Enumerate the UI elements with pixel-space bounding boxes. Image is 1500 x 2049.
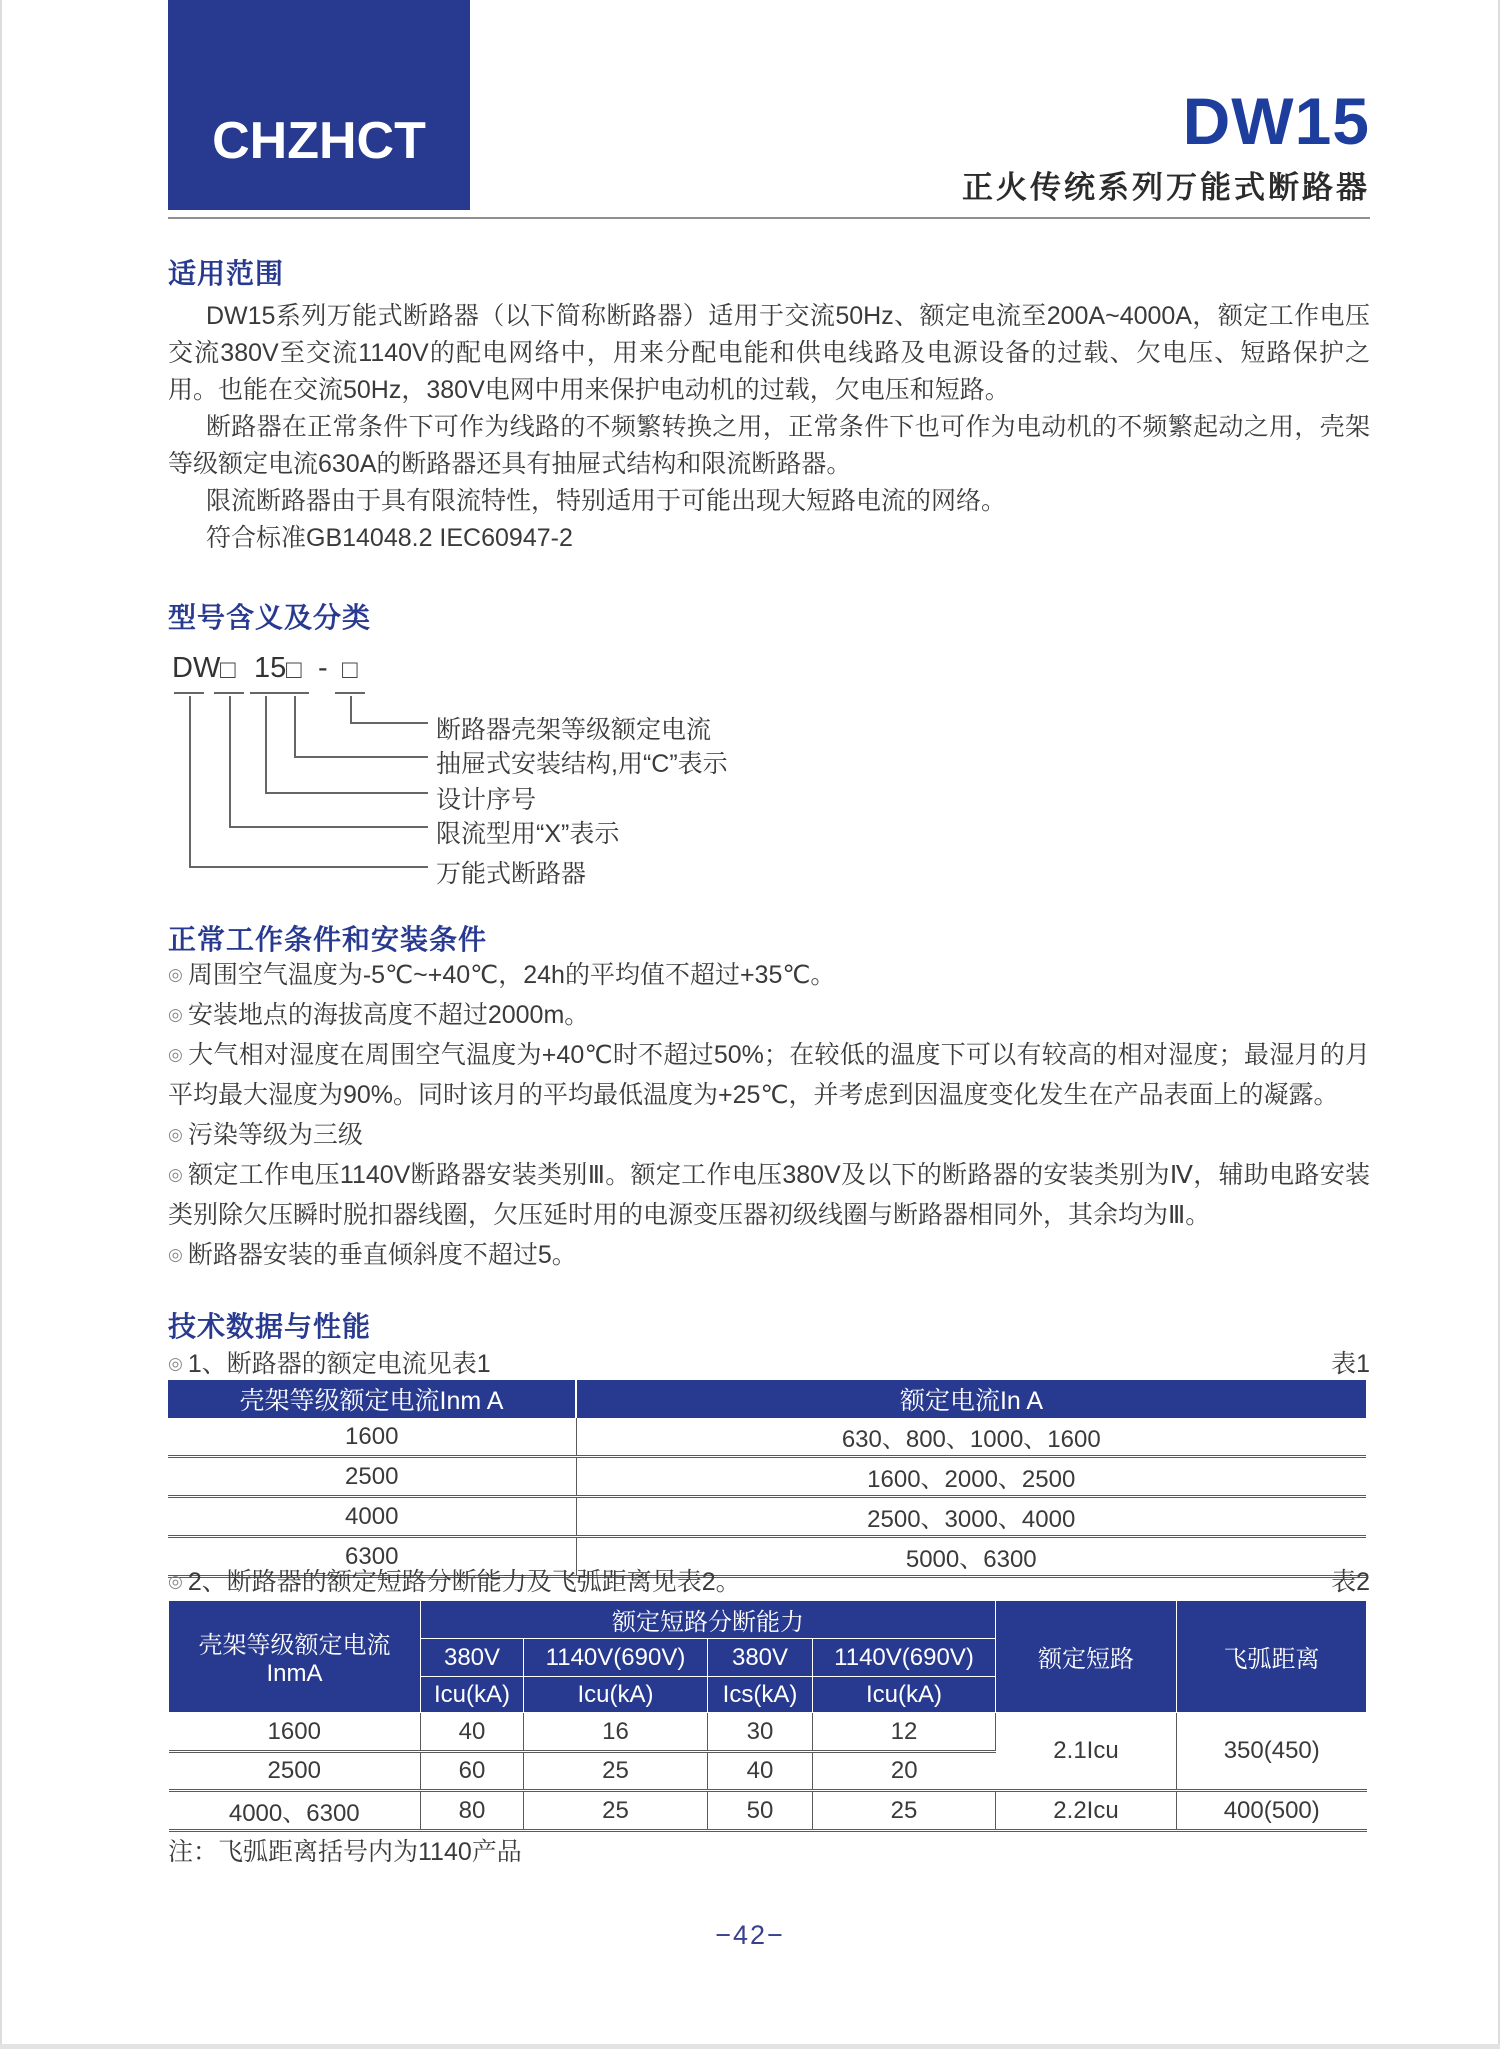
page-edge-left [0, 0, 2, 2049]
condition-item [168, 1155, 1370, 1235]
t2-header-voltage: 1140V(690V) [524, 1639, 708, 1677]
table-row [168, 1497, 1366, 1537]
table2-caption-text: 2、断路器的额定短路分断能力及飞弧距离见表2。 [187, 1568, 741, 1596]
breaking-capacity-table [168, 1600, 1367, 1832]
condition-item [168, 1115, 1370, 1155]
t1-header-rated: 额定电流In A [576, 1380, 1366, 1418]
condition-item [168, 1235, 1370, 1275]
condition-text: 周围空气温度为-5℃~+40℃，24h的平均值不超过+35℃。 [187, 961, 836, 989]
model-code-part: DW [172, 652, 221, 684]
table1-caption-text: 1、断路器的额定电流见表1 [187, 1350, 491, 1378]
t2-cell: 25 [524, 1791, 708, 1831]
bullet-marker-icon: ◎ [168, 1125, 183, 1144]
t2-header-arc: 飞弧距离 [1177, 1601, 1367, 1713]
table1-caption-row [168, 1344, 1370, 1380]
table1-caption [168, 1344, 491, 1380]
t2-header-short: 额定短路 [996, 1601, 1177, 1713]
rated-current-table [168, 1380, 1366, 1578]
underline-mark [335, 692, 365, 694]
t2-cell: 40 [708, 1752, 813, 1791]
t2-cell-merged: 2.1Icu [996, 1713, 1177, 1791]
t2-cell: 12 [813, 1713, 996, 1752]
scope-paragraphs [168, 298, 1370, 557]
model-code-part: 15 [254, 652, 287, 684]
conditions-list [168, 955, 1370, 1275]
model-code-label: 断路器壳架等级额定电流 [436, 716, 712, 744]
t2-cell-merged: 2.2Icu [996, 1791, 1177, 1831]
underline-mark [250, 692, 280, 694]
brand-logo-text: CHZHCT [212, 112, 426, 170]
table2-tag: 表2 [1331, 1568, 1370, 1596]
t2-header-param: Icu(kA) [524, 1677, 708, 1713]
scope-paragraph: 限流断路器由于具有限流特性，特别适用于可能出现大短路电流的网络。 [206, 487, 1007, 515]
t1-cell: 5000、6300 [576, 1537, 1366, 1577]
t2-cell: 20 [813, 1752, 996, 1791]
t1-cell: 1600 [168, 1418, 576, 1457]
underline-mark [279, 692, 309, 694]
t2-header-voltage: 380V [421, 1639, 524, 1677]
t2-cell: 80 [421, 1791, 524, 1831]
model-code-label: 设计序号 [436, 786, 537, 814]
page-header-right [962, 84, 1370, 207]
condition-text: 大气相对湿度在周围空气温度为+40℃时不超过50%；在较低的温度下可以有较高的相对湿度；最湿月的月平均最大湿度为90%。同时该月的平均最低温度为+25℃，并考虑到因温度变化发生在产品表面上的凝露。 [168, 1041, 1370, 1109]
t2-cell: 2500 [169, 1752, 421, 1791]
bullet-marker-icon: ◎ [168, 965, 183, 984]
condition-item [168, 1035, 1370, 1115]
underline-mark [214, 692, 244, 694]
condition-item [168, 955, 1370, 995]
brand-logo [168, 0, 470, 210]
t1-cell: 4000 [168, 1497, 576, 1537]
page-number: −42− [715, 1920, 785, 1950]
table-row [169, 1713, 1367, 1752]
t2-cell: 40 [421, 1713, 524, 1752]
condition-text: 安装地点的海拔高度不超过2000m。 [187, 1001, 590, 1029]
scope-paragraph: 断路器在正常条件下可作为线路的不频繁转换之用，正常条件下也可作为电动机的不频繁起动之用，壳架等级额定电流630A的断路器还具有抽屉式结构和限流断路器。 [168, 413, 1370, 478]
bullet-marker-icon: ◎ [168, 1572, 183, 1591]
t2-cell: 25 [813, 1791, 996, 1831]
t1-cell: 6300 [168, 1537, 576, 1577]
t2-header-voltage: 380V [708, 1639, 813, 1677]
t2-cell-merged: 350(450) [1177, 1713, 1367, 1791]
t2-cell: 1600 [169, 1713, 421, 1752]
bullet-marker-icon: ◎ [168, 1045, 184, 1064]
t2-cell-merged: 400(500) [1177, 1791, 1367, 1831]
section-title-conditions: 正常工作条件和安装条件 [168, 924, 488, 955]
series-subtitle: 正火传统系列万能式断路器 [962, 170, 1370, 205]
table-header-row [169, 1601, 1367, 1639]
section-title-model: 型号含义及分类 [168, 602, 372, 633]
condition-text: 污染等级为三级 [187, 1121, 363, 1149]
condition-text: 断路器安装的垂直倾斜度不超过5。 [187, 1241, 577, 1269]
model-code-part: - [318, 652, 328, 684]
t2-cell: 16 [524, 1713, 708, 1752]
t2-cell: 50 [708, 1791, 813, 1831]
table2-caption-row [168, 1562, 1370, 1598]
section-title-tech: 技术数据与性能 [168, 1311, 372, 1342]
condition-text: 额定工作电压1140V断路器安装类别Ⅲ。额定工作电压380V及以下的断路器的安装类别为Ⅳ，辅助电路安装类别除欠压瞬时脱扣器线圈，欠压延时用的电源变压器初级线圈与断路器相同外，其余均为Ⅲ。 [168, 1161, 1370, 1229]
table1-tag: 表1 [1331, 1350, 1370, 1378]
t2-cell: 30 [708, 1713, 813, 1752]
bullet-marker-icon: ◎ [168, 1165, 184, 1184]
t2-header-group: 额定短路分断能力 [421, 1601, 996, 1639]
model-code-placeholder-icon: □ [220, 654, 236, 684]
scope-paragraph: DW15系列万能式断路器（以下简称断路器）适用于交流50Hz、额定电流至200A~4000A，额定工作电压交流380V至交流1140V的配电网络中，用来分配电能和供电线路及电源设备的过载、欠电压、短路保护之用。也能在交流50Hz，380V电网中用来保护电动机的过载，欠电压和短路。 [168, 302, 1370, 404]
t2-cell: 25 [524, 1752, 708, 1791]
t2-header-param: Ics(kA) [708, 1677, 813, 1713]
table-row [168, 1457, 1366, 1497]
t2-cell: 4000、6300 [169, 1791, 421, 1831]
bullet-marker-icon: ◎ [168, 1245, 183, 1264]
t1-cell: 2500 [168, 1457, 576, 1497]
scope-paragraph: 符合标准GB14048.2 IEC60947-2 [206, 524, 573, 552]
model-code-label: 抽屉式安装结构,用“C”表示 [436, 750, 728, 778]
t2-header-frame: 壳架等级额定电流 InmA [169, 1601, 421, 1713]
table-header-row [168, 1380, 1366, 1418]
table2-caption [168, 1562, 741, 1598]
page-edge-bottom [0, 2044, 1500, 2049]
condition-item [168, 995, 1370, 1035]
table-row [169, 1791, 1367, 1831]
table2-note: 注：飞弧距离括号内为1140产品 [168, 1838, 522, 1866]
t2-header-param: Icu(kA) [421, 1677, 524, 1713]
table-row [168, 1418, 1366, 1457]
model-code-diagram [168, 652, 1370, 902]
t2-header-param: Icu(kA) [813, 1677, 996, 1713]
header-divider [168, 217, 1370, 219]
t1-cell: 630、800、1000、1600 [576, 1418, 1366, 1457]
bullet-marker-icon: ◎ [168, 1005, 183, 1024]
connector-line [189, 696, 428, 868]
bullet-marker-icon: ◎ [168, 1354, 183, 1373]
model-code-placeholder-icon: □ [342, 654, 358, 684]
section-title-scope: 适用范围 [168, 258, 285, 289]
t1-cell: 1600、2000、2500 [576, 1457, 1366, 1497]
product-model-title: DW15 [1182, 84, 1370, 158]
t1-header-frame: 壳架等级额定电流Inm A [168, 1380, 576, 1418]
model-code-label: 限流型用“X”表示 [436, 820, 620, 848]
t2-cell: 60 [421, 1752, 524, 1791]
model-code-placeholder-icon: □ [286, 654, 302, 684]
t1-cell: 2500、3000、4000 [576, 1497, 1366, 1537]
t2-header-voltage: 1140V(690V) [813, 1639, 996, 1677]
model-code-label: 万能式断路器 [436, 860, 587, 888]
underline-mark [174, 692, 204, 694]
